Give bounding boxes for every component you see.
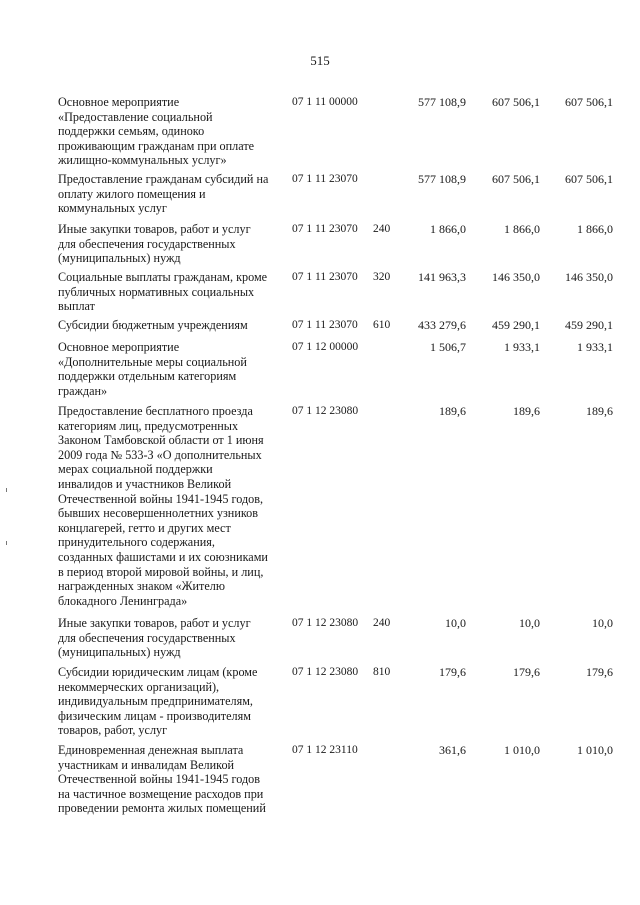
row-expense-type: 610 [373, 319, 391, 331]
row-expense-type: 240 [373, 223, 391, 235]
row-expense-type: 810 [373, 666, 391, 678]
row-code: 07 1 11 23070 [292, 319, 358, 331]
row-name: Основное мероприятие «Дополнительные меры социальной поддержки отдельным категориям граждан» [58, 340, 247, 398]
row-value-2: 189,6 [513, 404, 540, 418]
row-value-3: 1 010,0 [577, 743, 613, 757]
row-value-2: 1 010,0 [504, 743, 540, 757]
row-value-1: 577 108,9 [418, 172, 466, 186]
row-name: Социальные выплаты гражданам, кроме публичных нормативных социальных выплат [58, 270, 268, 314]
row-value-1: 10,0 [445, 616, 466, 630]
row-value-3: 179,6 [586, 665, 613, 679]
row-value-1: 361,6 [439, 743, 466, 757]
row-code: 07 1 11 00000 [292, 96, 358, 108]
row-value-3: 1 933,1 [577, 340, 613, 354]
row-name: Иные закупки товаров, работ и услуг для обеспечения государственных (муниципальных) нужд [58, 616, 251, 660]
row-value-3: 146 350,0 [565, 270, 613, 284]
row-value-2: 1 933,1 [504, 340, 540, 354]
row-value-3: 10,0 [592, 616, 613, 630]
row-value-1: 1 506,7 [430, 340, 466, 354]
row-code: 07 1 12 23080 [292, 405, 359, 417]
row-value-3: 607 506,1 [565, 95, 613, 109]
row-value-1: 433 279,6 [418, 318, 466, 332]
row-name: Иные закупки товаров, работ и услуг для обеспечения государственных (муниципальных) нужд [58, 222, 251, 266]
row-expense-type: 320 [373, 271, 391, 283]
row-value-2: 1 866,0 [504, 222, 540, 236]
row-name: Предоставление гражданам субсидий на оплату жилого помещения и коммунальных услуг [58, 172, 269, 216]
row-value-2: 607 506,1 [492, 95, 540, 109]
row-value-1: 189,6 [439, 404, 466, 418]
row-code: 07 1 12 23080 [292, 617, 359, 629]
row-code: 07 1 11 23070 [292, 271, 358, 283]
row-value-3: 189,6 [586, 404, 613, 418]
row-code: 07 1 11 23070 [292, 223, 358, 235]
row-name: Субсидии бюджетным учреждениям [58, 318, 248, 332]
margin-mark [6, 488, 7, 492]
row-value-3: 607 506,1 [565, 172, 613, 186]
row-value-2: 459 290,1 [492, 318, 540, 332]
row-code: 07 1 12 23080 [292, 666, 359, 678]
row-value-1: 141 963,3 [418, 270, 466, 284]
row-value-3: 459 290,1 [565, 318, 613, 332]
row-value-2: 607 506,1 [492, 172, 540, 186]
row-name: Субсидии юридическим лицам (кроме некоммерческих организаций), индивидуальным предпринимателям, физическим лицам - производителям товаров, работ, услуг [58, 665, 258, 738]
row-value-3: 1 866,0 [577, 222, 613, 236]
row-name: Основное мероприятие «Предоставление социальной поддержки семьям, одиноко проживающим гражданам при оплате жилищно-коммунальных услуг» [58, 95, 255, 168]
row-name: Предоставление бесплатного проезда категориям лиц, предусмотренных Законом Тамбовской области от 1 июня 2009 года № 533-З «О дополнительных мерах социальной поддержки инвалидов и участников Великой Отечественной войны 1941-1945 годов, бывших несовершеннолетних узников концлагерей, гетто и других мест принудительного содержания, созданных фашистами и их союзниками в период второй мировой войны, и лиц, награжденных знаком «Жителю блокадного Ленинграда» [58, 404, 268, 608]
page-number: 515 [310, 53, 330, 68]
margin-mark [6, 541, 7, 545]
row-code: 07 1 12 00000 [292, 341, 359, 353]
row-name: Единовременная денежная выплата участникам и инвалидам Великой Отечественной войны 1941-1945 годов на частичное возмещение расходов при проведении ремонта жилых помещений [58, 743, 266, 816]
row-expense-type: 240 [373, 617, 391, 629]
row-value-1: 577 108,9 [418, 95, 466, 109]
row-code: 07 1 12 23110 [292, 744, 358, 756]
row-value-2: 146 350,0 [492, 270, 540, 284]
row-value-2: 10,0 [519, 616, 540, 630]
row-value-1: 179,6 [439, 665, 466, 679]
row-value-2: 179,6 [513, 665, 540, 679]
row-value-1: 1 866,0 [430, 222, 466, 236]
row-code: 07 1 11 23070 [292, 173, 358, 185]
